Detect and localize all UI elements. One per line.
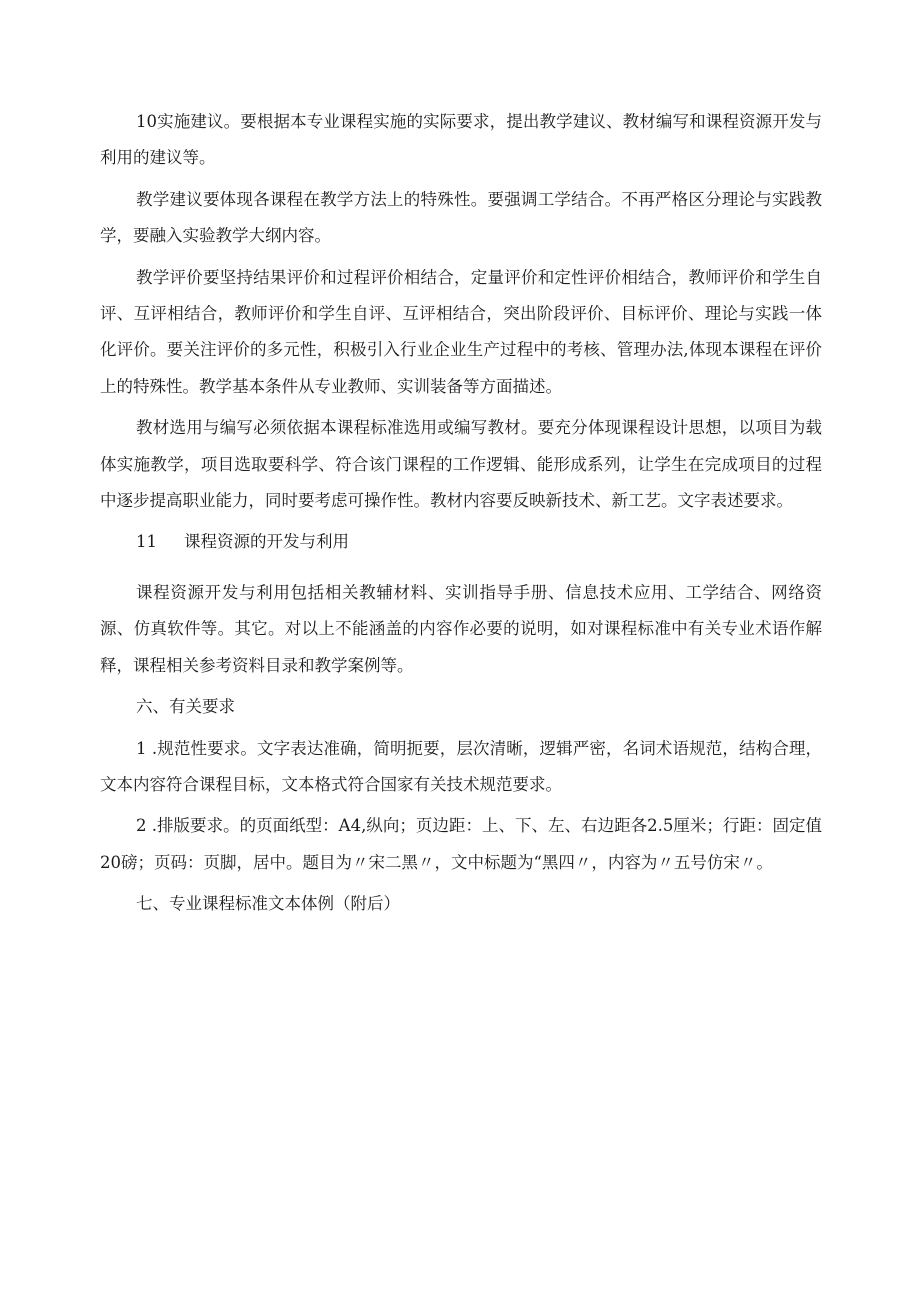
requirement-2: 2 .排版要求。的页面纸型：A4,纵向；页边距：上、下、左、右边距各2.5厘米；行距：固定值20磅；页码：页脚，居中。题目为〃宋二黑〃，文中标题为“黑四〃，内容为〃五号仿宋〃。 xyxy=(100,816,822,872)
paragraph-textbook-selection: 教材选用与编写必须依据本课程标准选用或编写教材。要充分体现课程设计思想，以项目为载体实施教学，项目选取要科学、符合该门课程的工作逻辑、能形成系列，让学生在完成项目的过程中逐步提高职业能力，同时要考虑可操作性。教材内容要反映新技术、新工艺。文字表述要求。 xyxy=(100,418,822,511)
paragraph-course-resources: 课程资源开发与利用包括相关教辅材料、实训指导手册、信息技术应用、工学结合、网络资源、仿真软件等。其它。对以上不能涵盖的内容作必要的说明，如对课程标准中有关专业术语作解释，课程相关参考资料目录和教学案例等。 xyxy=(100,582,822,675)
paragraph-teaching-advice: 教学建议要体现各课程在教学方法上的特殊性。要强调工学结合。不再严格区分理论与实践教学，要融入实验教学大纲内容。 xyxy=(100,189,822,246)
requirement-1: 1 .规范性要求。文字表达准确，简明扼要，层次清晰，逻辑严密，名词术语规范，结构合理，文本内容符合课程目标，文本格式符合国家有关技术规范要求。 xyxy=(100,738,822,794)
paragraph-teaching-evaluation: 教学评价要坚持结果评价和过程评价相结合，定量评价和定性评价相结合，教师评价和学生自评、互评相结合，教师评价和学生自评、互评相结合，突出阶段评价、目标评价、理论与实践一体化评价。要关注评价的多元性，积极引入行业企业生产过程中的考核、管理办法,体现本课程在评价上的特殊性。教学基本条件从专业教师、实训装备等方面描述。 xyxy=(100,267,822,396)
section-11-number: 11 xyxy=(136,532,157,552)
paragraph-implementation-advice: 10实施建议。要根据本专业课程实施的实际要求，提出教学建议、教材编写和课程资源开发与利用的建议等。 xyxy=(100,112,822,168)
section-11-title: 课程资源的开发与利用 xyxy=(184,532,349,552)
document-body xyxy=(100,104,822,928)
section-7-heading: 七、专业课程标准文本体例（附后） xyxy=(136,894,400,914)
section-11-heading xyxy=(100,524,822,560)
section-6-heading: 六、有关要求 xyxy=(136,697,235,717)
